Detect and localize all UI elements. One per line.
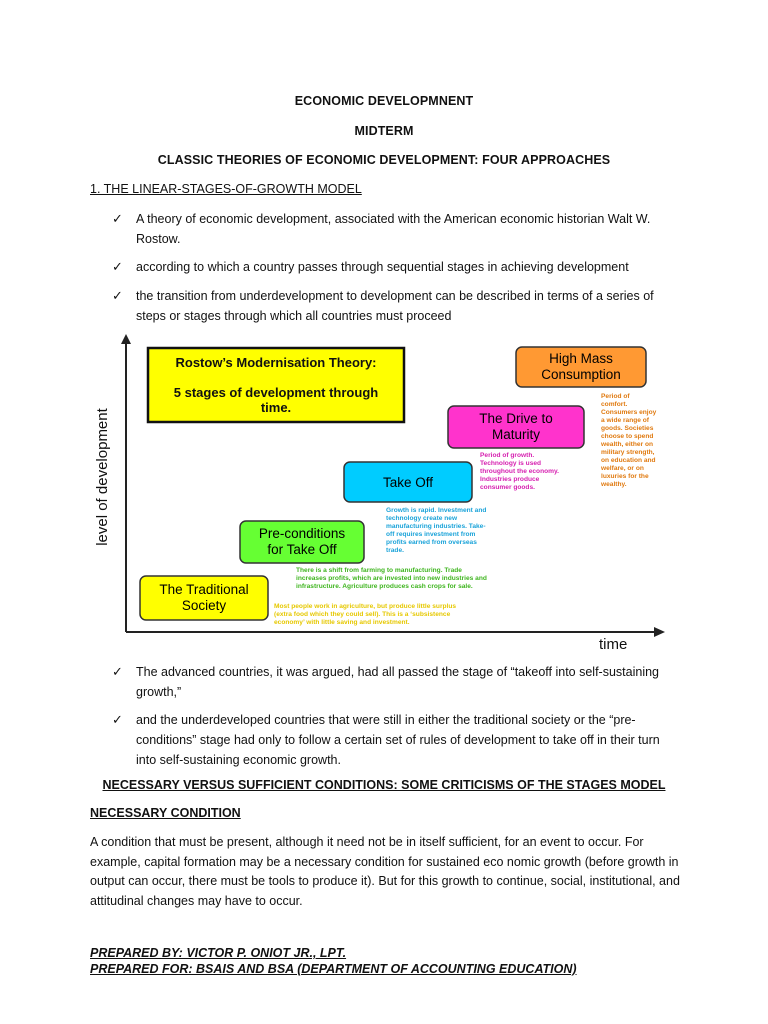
diagram-title-line-3: time. bbox=[260, 400, 292, 415]
note-line: Industries produce bbox=[480, 476, 540, 483]
note-line: wealth, either on bbox=[601, 441, 654, 448]
criticisms-heading: NECESSARY VERSUS SUFFICIENT CONDITIONS: SOME CRITICISMS OF THE STAGES MODEL bbox=[102, 778, 666, 792]
note-line: goods. Societies bbox=[601, 425, 654, 432]
necessary-condition-heading: NECESSARY CONDITION bbox=[90, 806, 241, 820]
checkmark-icon: ✓ bbox=[112, 712, 123, 727]
prepared-by: PREPARED BY: VICTOR P. ONIOT JR., LPT. bbox=[90, 946, 347, 960]
theories-heading: CLASSIC THEORIES OF ECONOMIC DEVELOPMENT: FOUR APPROACHES bbox=[157, 153, 611, 167]
note-line: Consumers enjoy bbox=[601, 409, 657, 416]
note-line: increases profits, which are invested into new industries and bbox=[296, 575, 487, 582]
note-drive-to-maturity bbox=[480, 452, 559, 491]
stage-label-line-1: Take Off bbox=[382, 475, 434, 490]
note-line: Period of growth. bbox=[480, 452, 535, 459]
diagram-title-line-2: 5 stages of development through bbox=[173, 385, 379, 400]
note-high-mass-consumption bbox=[600, 393, 657, 488]
checkmark-icon: ✓ bbox=[112, 664, 123, 679]
note-line: welfare, or on bbox=[601, 465, 644, 472]
stage-label-line-1: Pre-conditions bbox=[258, 526, 346, 541]
x-axis-arrow-icon bbox=[654, 627, 665, 637]
note-line: consumer goods. bbox=[480, 484, 535, 491]
note-line: profits earned from overseas bbox=[386, 539, 477, 546]
note-line: a wide range of bbox=[601, 417, 649, 424]
note-preconditions bbox=[296, 567, 487, 590]
stage-drive-to-maturity bbox=[448, 406, 584, 448]
bullet-item: ✓ The advanced countries, it was argued, had all passed the stage of “takeoff into self-sustaining growth,” bbox=[112, 664, 660, 699]
note-line: comfort. bbox=[601, 401, 628, 408]
note-line: Period of bbox=[601, 393, 630, 400]
bullet-item: ✓ according to which a country passes through sequential stages in achieving development bbox=[112, 257, 672, 277]
y-axis-label: level of development bbox=[94, 408, 111, 546]
stage-preconditions bbox=[240, 521, 364, 563]
stage-take-off bbox=[344, 462, 472, 502]
note-line: off requires investment from bbox=[386, 531, 476, 538]
stage-label-line-2: Consumption bbox=[541, 367, 621, 382]
note-line: economy’ with little saving and investment. bbox=[274, 619, 410, 626]
note-line: There is a shift from farming to manufacturing. Trade bbox=[296, 567, 462, 574]
document-title: ECONOMIC DEVELOPMNENT bbox=[294, 94, 474, 108]
note-take-off bbox=[386, 507, 486, 554]
note-line: technology create new bbox=[386, 515, 458, 522]
note-line: (extra food which they could sell). This is a ‘subsistence bbox=[274, 611, 451, 618]
note-line: Technology is used bbox=[480, 460, 542, 467]
stage-high-mass-consumption bbox=[516, 347, 646, 387]
checkmark-icon: ✓ bbox=[112, 259, 123, 274]
note-line: wealthy. bbox=[601, 481, 627, 488]
bullet-item: ✓ A theory of economic development, associated with the American economic historian Walt W. Rostow. bbox=[112, 211, 651, 246]
stage-label-line-1: High Mass bbox=[549, 351, 613, 366]
note-line: choose to spend bbox=[601, 433, 654, 440]
note-line: Most people work in agriculture, but produce little surplus bbox=[274, 603, 457, 610]
stage-label-line-2: Society bbox=[181, 598, 227, 613]
necessary-condition-paragraph: A condition that must be present, although it need not be in itself sufficient, for an event to occur. For example, capital formation may be a necessary condition for sustained eco nomic growth (before growth in output can occur, there must be tools to produce it). But for this growth to continue, social, institutional, and attitudinal changes may have to occur. bbox=[90, 835, 680, 908]
rostow-stages-diagram bbox=[88, 332, 680, 654]
section-heading-linear-stages: 1. THE LINEAR-STAGES-OF-GROWTH MODEL bbox=[90, 182, 362, 196]
note-line: on education and bbox=[601, 457, 656, 464]
checkmark-icon: ✓ bbox=[112, 211, 123, 226]
diagram-title-line-1: Rostow’s Modernisation Theory: bbox=[175, 355, 377, 370]
note-traditional-society bbox=[274, 603, 456, 626]
stage-label-line-1: The Traditional bbox=[159, 582, 249, 597]
stage-traditional-society bbox=[140, 576, 268, 620]
document-subtitle: MIDTERM bbox=[354, 124, 414, 138]
note-line: infrastructure. Agriculture produces cash crops for sale. bbox=[296, 583, 473, 590]
note-line: throughout the economy. bbox=[480, 468, 559, 475]
note-line: luxuries for the bbox=[601, 473, 649, 480]
note-line: Growth is rapid. Investment and bbox=[386, 507, 487, 514]
note-line: military strength, bbox=[601, 449, 655, 456]
stage-label-line-1: The Drive to bbox=[479, 411, 553, 426]
prepared-for: PREPARED FOR: BSAIS AND BSA (DEPARTMENT OF ACCOUNTING EDUCATION) bbox=[90, 962, 577, 976]
bullet-item: ✓ and the underdeveloped countries that were still in either the traditional society or the “pre-conditions” stage had only to follow a certain set of rules of development to take off in their turn into self-sustaining economic growth. bbox=[112, 712, 660, 767]
y-axis-arrow-icon bbox=[121, 334, 131, 344]
note-line: trade. bbox=[386, 547, 404, 554]
note-line: manufacturing industries. Take- bbox=[386, 523, 486, 530]
x-axis-label: time bbox=[599, 636, 628, 653]
checkmark-icon: ✓ bbox=[112, 288, 123, 303]
stage-label-line-2: for Take Off bbox=[267, 542, 337, 557]
stage-label-line-2: Maturity bbox=[491, 427, 541, 442]
bullet-item: ✓ the transition from underdevelopment to development can be described in terms of a series of steps or stages through which all countries must proceed bbox=[112, 288, 654, 323]
